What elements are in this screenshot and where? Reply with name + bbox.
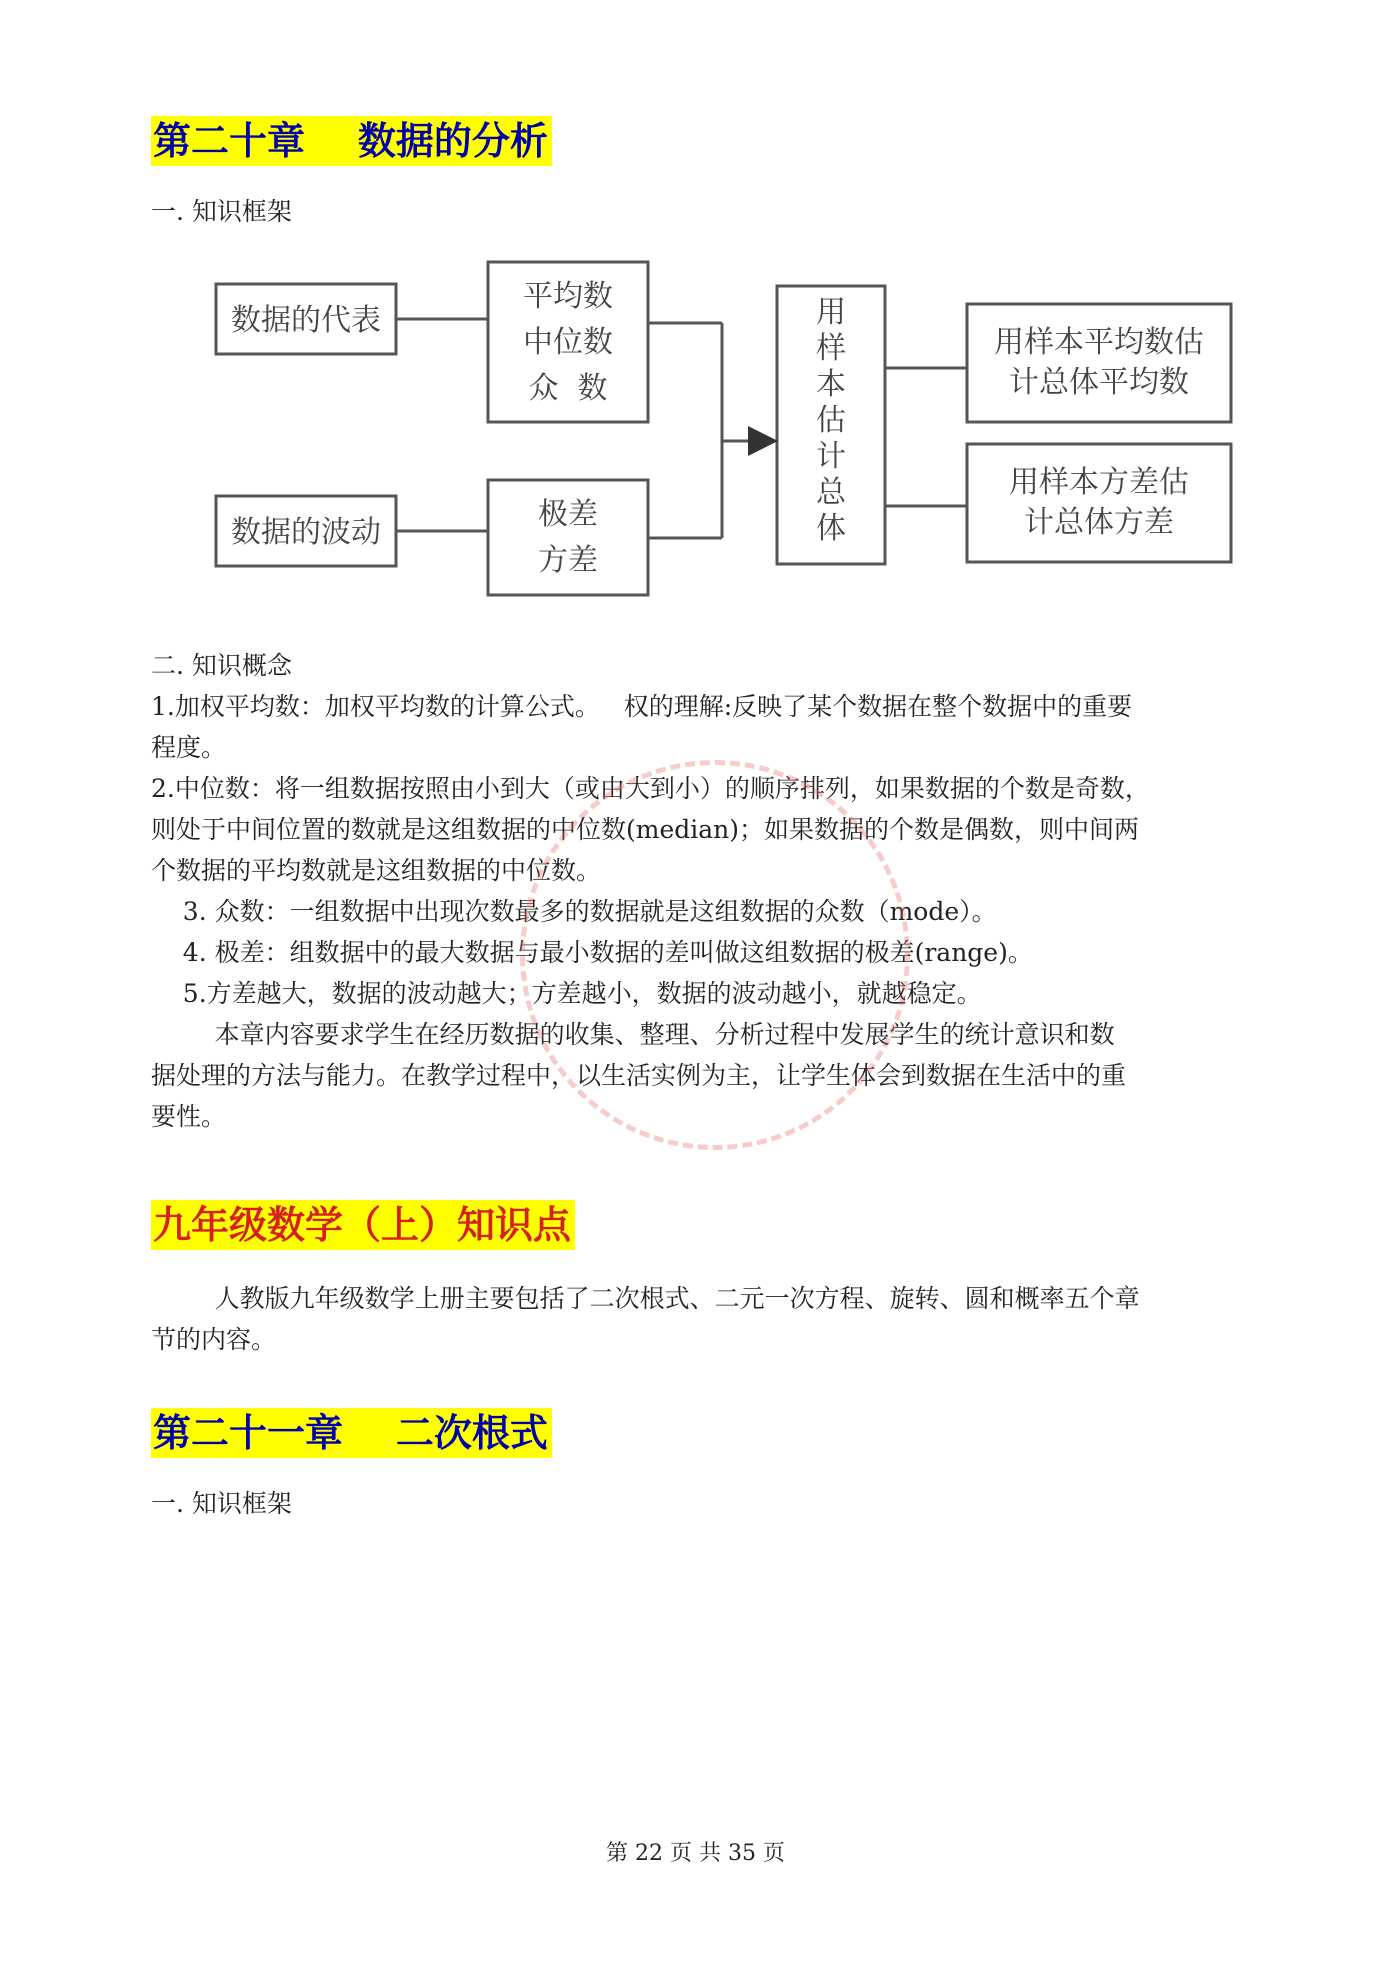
text-line: 本章内容要求学生在经历数据的收集、整理、分析过程中发展学生的统计意识和数	[151, 1020, 1115, 1049]
page-footer: 第 22 页 共 35 页	[606, 1841, 785, 1866]
box-fluct-label: 数据的波动	[231, 515, 381, 550]
text-line: 3. 众数：一组数据中出现次数最多的数据就是这组数据的众数（mode）。	[151, 897, 997, 926]
text-line: 则处于中间位置的数就是这组数据的中位数(median)；如果数据的个数是偶数，则中间两	[151, 815, 1140, 844]
box-central-line-2: 中位数	[523, 325, 613, 360]
box-central-line-3: 众 数	[528, 371, 608, 406]
box-spread-line-1: 极差	[538, 497, 598, 532]
box-mean-line-2: 计总体平均数	[1009, 365, 1189, 400]
box-sample-char-7: 体	[816, 511, 846, 546]
text-line: 节的内容。	[151, 1325, 277, 1354]
text-line: 5.方差越大，数据的波动越大；方差越小，数据的波动越小，就越稳定。	[151, 979, 982, 1008]
box-sample-char-3: 本	[816, 367, 846, 402]
text-line: 要性。	[151, 1102, 227, 1131]
chapter-20-section-1: 一. 知识框架	[151, 197, 292, 226]
box-sample-char-5: 计	[816, 439, 846, 474]
box-mean-estimate	[967, 304, 1231, 422]
chapter-20-title: 第二十章 数据的分析	[151, 116, 552, 166]
grade-9-title: 九年级数学（上）知识点	[151, 1200, 575, 1250]
text-line: 程度。	[151, 733, 227, 762]
chapter-21-section-1: 一. 知识框架	[151, 1489, 292, 1518]
text-line: 据处理的方法与能力。在教学过程中，以生活实例为主，让学生体会到数据在生活中的重	[151, 1061, 1127, 1090]
box-var-line-2: 计总体方差	[1024, 505, 1174, 540]
box-mean-line-1: 用样本平均数估	[994, 325, 1204, 360]
chapter-20-section-2: 二. 知识概念	[151, 651, 292, 680]
box-sample-char-6: 总	[816, 475, 846, 510]
text-line: 2.中位数：将一组数据按照由小到大（或由大到小）的顺序排列，如果数据的个数是奇数，	[151, 774, 1150, 803]
box-spread-line-2: 方差	[538, 543, 598, 578]
box-sample-char-1: 用	[816, 295, 846, 330]
box-sample-char-2: 样	[816, 331, 846, 366]
text-line: 个数据的平均数就是这组数据的中位数。	[151, 856, 602, 885]
text-line: 4. 极差：组数据中的最大数据与最小数据的差叫做这组数据的极差(range)。	[151, 938, 1033, 967]
box-central-line-1: 平均数	[523, 279, 613, 314]
text-line: 人教版九年级数学上册主要包括了二次根式、二元一次方程、旋转、圆和概率五个章	[151, 1284, 1140, 1313]
box-sample-char-4: 估	[816, 403, 846, 438]
box-var-line-1: 用样本方差估	[1009, 465, 1189, 500]
box-rep-label: 数据的代表	[231, 303, 381, 338]
box-variance-estimate	[967, 444, 1231, 562]
knowledge-framework-diagram	[190, 248, 1250, 618]
chapter-21-title: 第二十一章 二次根式	[151, 1408, 552, 1458]
text-line: 1.加权平均数：加权平均数的计算公式。 权的理解:反映了某个数据在整个数据中的重要	[151, 692, 1133, 721]
